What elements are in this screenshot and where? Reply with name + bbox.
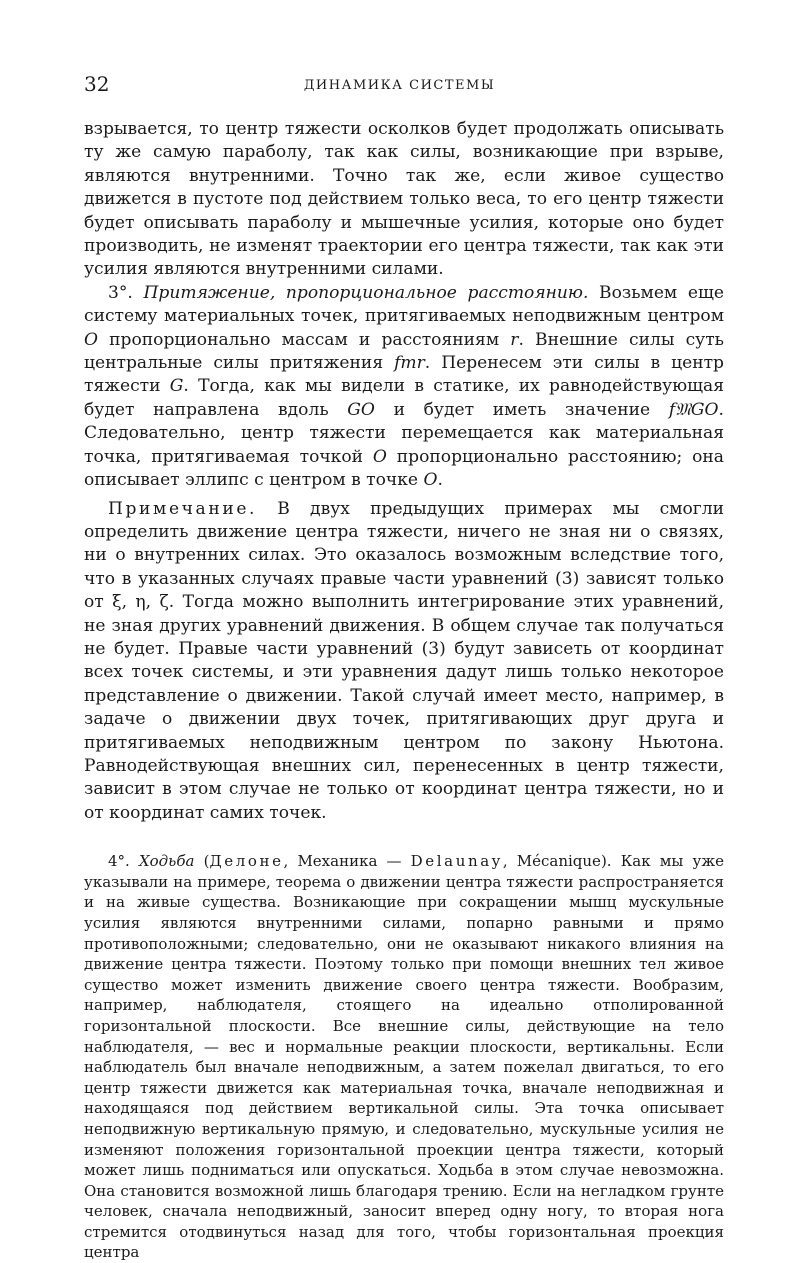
- section-title: Ходьба: [138, 852, 195, 871]
- author-name: Delaunay: [410, 852, 503, 871]
- math-var: r: [510, 329, 519, 350]
- page-body: [84, 118, 724, 1263]
- math-var: fmr: [394, 353, 425, 374]
- paragraph-continuation: взрывается, то центр тяжести осколков будет продолжать описывать ту же самую параболу, так как силы, возникающие при взрыве, являются внутренними. Точно так же, если живое существо движется в пустоте под действием только веса, то его центр тяжести будет описывать параболу и мышечные усилия, которые оно будет производить, не изменят траектории его центра тяжести, так как эти усилия являются внутренними силами.: [84, 119, 724, 280]
- paragraph-walking: [84, 851, 724, 1263]
- page-number: 32: [84, 72, 110, 96]
- math-var: O: [372, 446, 387, 467]
- page-header: [84, 72, 715, 102]
- text-run: пропорционально массам и расстояниям: [98, 329, 511, 350]
- math-var: G: [169, 376, 184, 397]
- text-run: (: [194, 852, 210, 871]
- paragraph-proportional-attraction: [84, 282, 724, 493]
- text-run: , Mécanique). Как мы уже указывали на примере, теорема о движении центра тяжести распространяется и на живые существа. Возникающие при сокращении мышц мускульные усилия являются внутренними силами, попарно равными и прямо противоположными; следовательно, они не оказывают никакого влияния на движение центра тяжести. Поэтому только при помощи внешних тел живое существо может изменить движение своего центра тяжести. Вообразим, например, наблюдателя, стоящего на идеально отполированной горизонтальной плоскости. Все внешние силы, действующие на тело наблюдателя, — вес и нормальные реакции плоскости, вертикальны. Если наблюдатель был вначале неподвижным, а затем пожелал двигаться, то его центр тяжести движется как материальная точка, вначале неподвижная и находящаяся под действием вертикальной силы. Эта точка описывает неподвижную вертикальную прямую, и следовательно, мускульные усилия не изменяют положения горизонтальной проекции центра тяжести, который может лишь подниматься или опускаться. Ходьба в этом случае невозможна. Она становится возможной лишь благодаря трению. Если на негладком грунте человек, сначала неподвижный, заносит вперед одну ногу, то вторая нога стремится отодвинуться назад для того, чтобы горизонтальная проекция центра: [84, 852, 724, 1262]
- section-number: 4°.: [108, 852, 130, 871]
- text-run: Возьмем еще систему материальных точек, притягиваемых неподвижным центром: [84, 282, 724, 327]
- section-title: Притяжение, пропорциональное расстоянию.: [143, 282, 589, 303]
- running-title: ДИНАМИКА СИСТЕМЫ: [303, 78, 496, 93]
- math-var: f𝔐GO: [668, 399, 719, 420]
- math-var: GO: [347, 399, 375, 420]
- text-run: . Перенесем эти силы в центр тяжести: [84, 353, 724, 397]
- text-run: и будет иметь значение: [374, 399, 669, 420]
- math-var: O: [84, 329, 99, 350]
- math-var: O: [423, 470, 438, 491]
- remark-label: Примечание.: [108, 498, 258, 519]
- text-run: пропорционально расстоянию; она описывает эллипс с центром в точке: [84, 446, 724, 491]
- paragraph-remark: [84, 498, 724, 826]
- text-run: . Тогда, как мы видели в статике, их равнодействующая будет направлена вдоль: [84, 376, 724, 420]
- text-run: , Механика —: [283, 852, 411, 871]
- text-run: В двух предыдущих примерах мы смогли определить движение центра тяжести, ничего не зная ни о связях, ни о внутренних силах. Это оказалось возможным вследствие того, что в указанных случаях правые части уравнений (3) зависят только от ξ, η, ζ. Тогда можно выполнить интегрирование этих уравнений, не зная других уравнений движения. В общем случае так получаться не будет. Правые части уравнений (3) будут зависеть от координат всех точек системы, и эти уравнения дадут лишь только некоторое представление о движении. Такой случай имеет место, например, в задаче о движении двух точек, притягивающих друг друга и притягиваемых неподвижным центром по закону Ньютона. Равнодействующая внешних сил, перенесенных в центр тяжести, зависит в этом случае не только от координат центра тяжести, но и от координат самих точек.: [84, 498, 724, 823]
- text-run: . Следовательно, центр тяжести перемещается как материальная точка, притягиваемая точкой: [84, 399, 724, 467]
- text-run: .: [437, 470, 443, 491]
- section-number: 3°.: [108, 282, 133, 303]
- author-name: Делоне: [209, 852, 284, 871]
- text-run: . Внешние силы суть центральные силы притяжения: [84, 329, 724, 374]
